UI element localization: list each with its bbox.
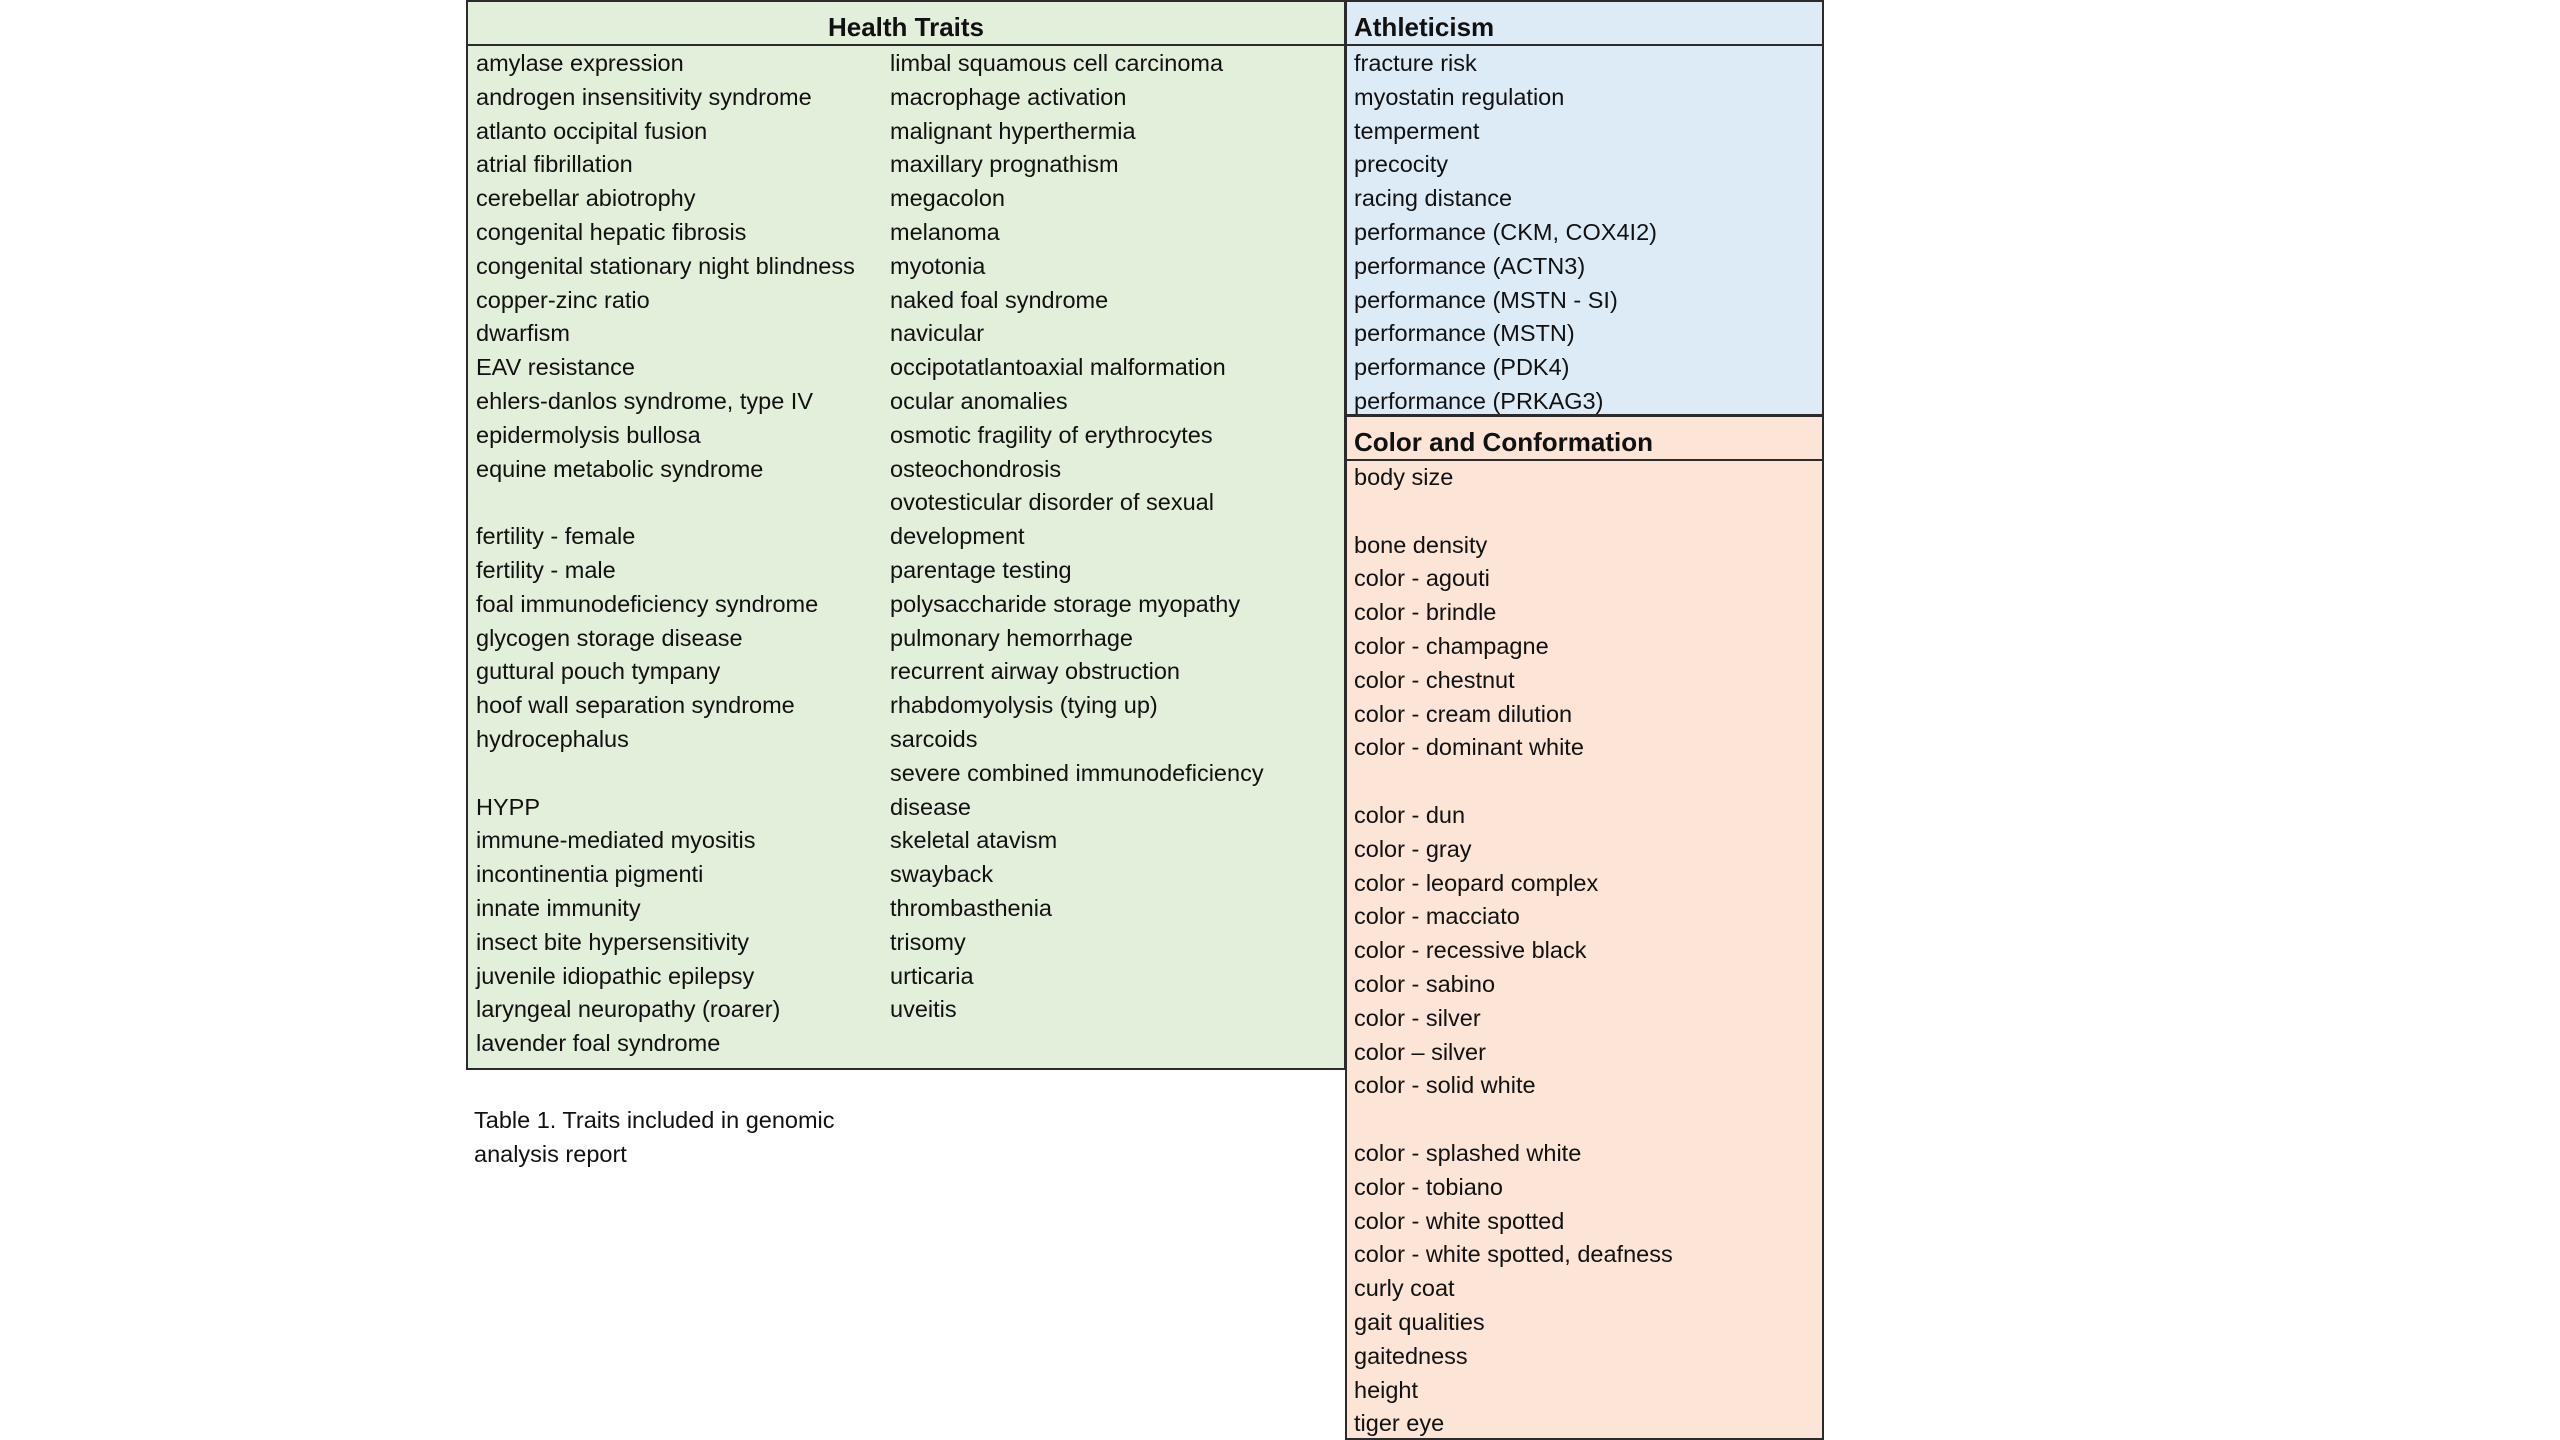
list-item: color - recessive black [1354, 937, 1587, 964]
list-item: osteochondrosis [890, 455, 1062, 482]
list-item: myotonia [890, 252, 986, 279]
list-item: polysaccharide storage myopathy [890, 590, 1241, 617]
list-item: color - leopard complex [1354, 869, 1599, 896]
list-item: pulmonary hemorrhage [890, 624, 1133, 651]
list-item: incontinentia pigmenti [476, 861, 704, 888]
list-item: melanoma [890, 219, 1000, 245]
list-item: lavender foal syndrome [476, 1030, 721, 1057]
list-item: bone density [1354, 531, 1488, 558]
list-item: dwarfism [476, 320, 571, 347]
list-item: immune-mediated myositis [476, 827, 756, 854]
list-item: color - gray [1354, 835, 1472, 862]
list-item: color - cream dilution [1354, 700, 1573, 727]
list-item: color - brindle [1354, 599, 1497, 626]
list-item: color - solid white [1354, 1072, 1536, 1099]
list-item: congenital stationary night blindness [476, 252, 855, 279]
list-item: amylase expression [476, 50, 684, 76]
list-item: foal immunodeficiency syndrome [476, 590, 819, 617]
list-item: temperment [1354, 117, 1480, 144]
list-item: color - dun [1354, 802, 1466, 828]
caption-line-1: Table 1. Traits included in genomic [474, 1107, 835, 1133]
list-item: performance (PRKAG3) [1354, 388, 1604, 414]
list-item: gaitedness [1354, 1342, 1468, 1369]
list-item: uveitis [890, 996, 957, 1023]
health-traits-panel [466, 0, 1346, 1070]
list-item: macrophage activation [890, 83, 1127, 110]
list-item: performance (MSTN - SI) [1354, 286, 1618, 313]
list-item: congenital hepatic fibrosis [476, 219, 747, 245]
list-item: malignant hyperthermia [890, 117, 1136, 144]
list-item: rhabdomyolysis (tying up) [890, 692, 1158, 719]
list-item: skeletal atavism [890, 827, 1058, 854]
list-item: racing distance [1354, 185, 1513, 212]
list-item: performance (ACTN3) [1354, 252, 1586, 279]
list-item: trisomy [890, 928, 966, 955]
list-item: insect bite hypersensitivity [476, 928, 749, 955]
list-item: osmotic fragility of erythrocytes [890, 421, 1213, 448]
list-item: copper-zinc ratio [476, 286, 650, 313]
list-item: fertility - male [476, 557, 616, 583]
list-item: disease [890, 793, 971, 820]
list-item: fertility - female [476, 523, 636, 550]
list-item: cerebellar abiotrophy [476, 185, 696, 212]
list-item: color - white spotted [1354, 1207, 1565, 1234]
list-item: epidermolysis bullosa [476, 421, 701, 448]
list-item: color - macciato [1354, 903, 1520, 930]
list-item: urticaria [890, 962, 974, 989]
list-item: color - chestnut [1354, 666, 1515, 693]
list-item: color - champagne [1354, 633, 1549, 659]
list-item: body size [1354, 464, 1454, 490]
list-item: sarcoids [890, 726, 978, 752]
list-item: color - dominant white [1354, 734, 1584, 761]
list-item: limbal squamous cell carcinoma [890, 50, 1224, 76]
list-item: navicular [890, 320, 985, 347]
list-item: performance (PDK4) [1354, 354, 1570, 381]
list-item: parentage testing [890, 557, 1072, 583]
list-item: guttural pouch tympany [476, 658, 721, 685]
color-conformation-panel [1345, 415, 1824, 1440]
athleticism-header: Athleticism [1347, 2, 1822, 46]
list-item: severe combined immunodeficiency [890, 759, 1264, 786]
list-item: color - agouti [1354, 565, 1490, 592]
health-traits-header: Health Traits [468, 2, 1344, 46]
list-item: color - sabino [1354, 971, 1496, 997]
list-item: curly coat [1354, 1275, 1455, 1302]
list-item: equine metabolic syndrome [476, 455, 764, 482]
list-item: recurrent airway obstruction [890, 658, 1180, 685]
caption-line-2: analysis report [474, 1141, 627, 1167]
list-item: tiger eye [1354, 1410, 1445, 1437]
list-item: ovotesticular disorder of sexual [890, 489, 1214, 516]
list-item: precocity [1354, 151, 1449, 178]
list-item: gait qualities [1354, 1309, 1485, 1335]
list-item: androgen insensitivity syndrome [476, 83, 812, 110]
list-item: thrombasthenia [890, 895, 1052, 921]
list-item: naked foal syndrome [890, 286, 1109, 313]
list-item: glycogen storage disease [476, 624, 743, 651]
list-item: maxillary prognathism [890, 151, 1119, 178]
list-item: laryngeal neuropathy (roarer) [476, 996, 781, 1023]
list-item: performance (MSTN) [1354, 320, 1575, 347]
list-item: color – silver [1354, 1038, 1486, 1065]
list-item: occipotatlantoaxial malformation [890, 354, 1226, 381]
list-item: juvenile idiopathic epilepsy [476, 962, 755, 989]
list-item: performance (CKM, COX4I2) [1354, 219, 1657, 245]
table-caption [474, 1103, 894, 1171]
athleticism-panel [1345, 0, 1824, 416]
list-item: HYPP [476, 793, 540, 820]
list-item: hydrocephalus [476, 726, 629, 752]
list-item: atlanto occipital fusion [476, 117, 708, 144]
list-item: megacolon [890, 185, 1005, 212]
list-item: color - white spotted, deafness [1354, 1241, 1673, 1268]
list-item: color - splashed white [1354, 1140, 1582, 1166]
color-conformation-header: Color and Conformation [1347, 417, 1822, 461]
list-item: atrial fibrillation [476, 151, 633, 178]
list-item: fracture risk [1354, 50, 1477, 76]
list-item: EAV resistance [476, 354, 635, 381]
list-item: height [1354, 1376, 1419, 1403]
list-item: hoof wall separation syndrome [476, 692, 795, 719]
list-item: myostatin regulation [1354, 83, 1565, 110]
list-item: ehlers-danlos syndrome, type IV [476, 388, 813, 414]
list-item: color - tobiano [1354, 1173, 1503, 1200]
list-item: color - silver [1354, 1004, 1481, 1031]
list-item: innate immunity [476, 895, 641, 921]
list-item: ocular anomalies [890, 388, 1068, 414]
list-item: development [890, 523, 1025, 550]
list-item: swayback [890, 861, 994, 888]
